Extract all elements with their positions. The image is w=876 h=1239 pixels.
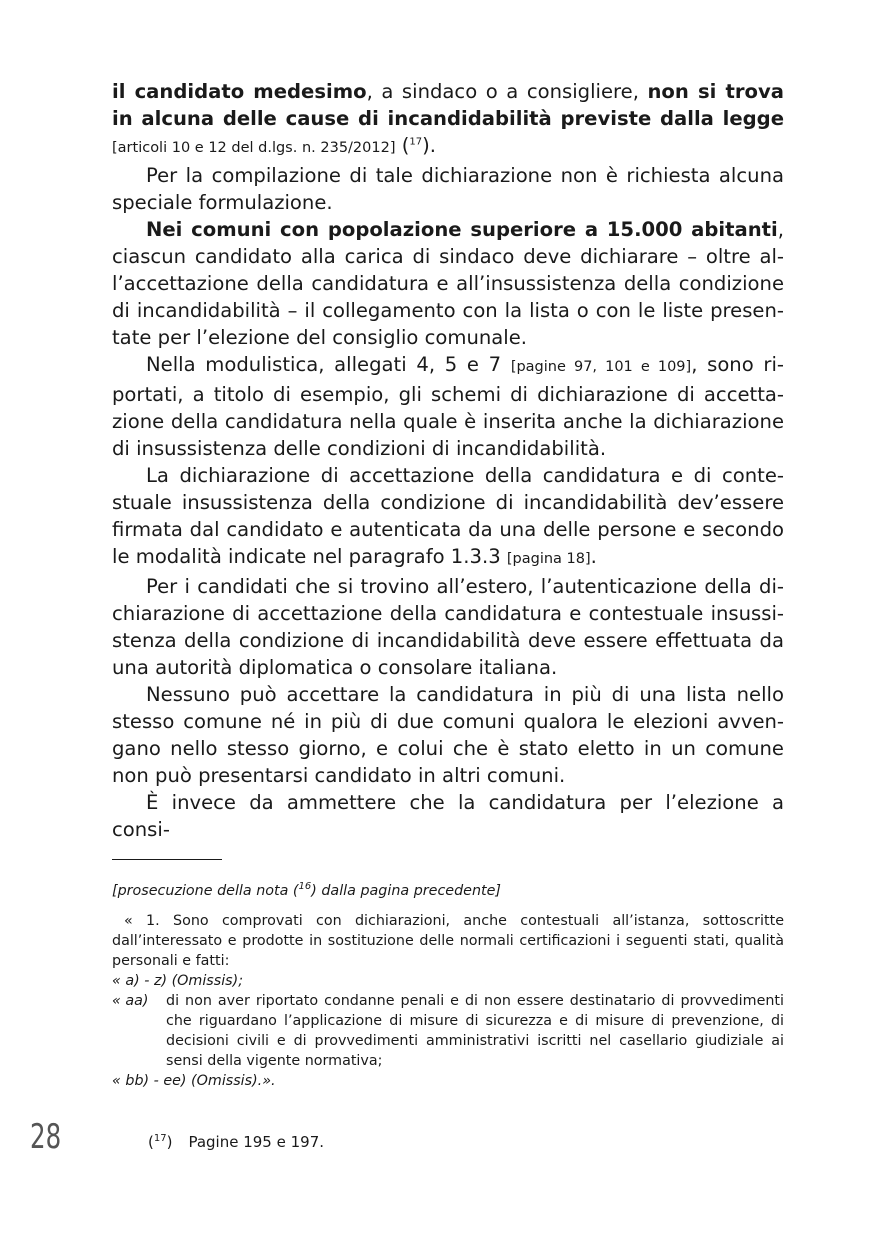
bold-phrase: non si trova in alcuna delle cause di incandidabilità previste dalla legge bbox=[112, 80, 784, 130]
main-text bbox=[112, 78, 784, 843]
bold-phrase: il candidato medesimo bbox=[112, 80, 367, 103]
text-span: ) dalla pagina precedente] bbox=[311, 883, 502, 899]
paragraph-multiple-lists: Nessuno può accettare la candidatura in più di una lista nello stesso comune né in più di due comuni qualora le elezioni avvengano nello stesso giorno, e colui che è stato eletto in un comune non può presentarsi candidato in altri comuni. bbox=[112, 683, 784, 787]
paragraph-abroad: Per i candidati che si trovino all’estero, l’autenticazione della dichiarazione di accettazione della candidatura e contestuale insussistenza della condizione di incandidabilità deve essere effettuata da una autorità diplomatica o consolare italiana. bbox=[112, 575, 784, 679]
paragraph-signature bbox=[112, 462, 784, 573]
footnote-number: 17 bbox=[153, 1133, 167, 1144]
footnote-continuation bbox=[112, 881, 784, 901]
paragraph-forms bbox=[112, 351, 784, 462]
bold-phrase: Nei comuni con popolazione superiore a 15.000 abitanti bbox=[146, 218, 778, 241]
footnote-text: Pagine 195 e 197. bbox=[188, 1133, 325, 1151]
text-span: , a sindaco o a consigliere, bbox=[366, 80, 648, 103]
text-span: La dichiarazione di accettazione della candidatura e di contestuale insussistenza della condizione di incandidabilità dev’essere firmata dal candidato e autenticata da una delle persone e secondo le modalità indicate nel paragrafo 1.3.3 bbox=[112, 464, 784, 568]
footnote-ref-17: 17 bbox=[409, 136, 423, 148]
footnote-quote: « 1. Sono comprovati con dichiarazioni, anche contestuali all’istanza, sottoscritte dall’interessato e prodotte in sostituzione delle normali certificazioni i seguenti stati, qualità personali e fatti: bbox=[112, 913, 784, 969]
item-label: « aa) bbox=[112, 993, 149, 1009]
text-span: , ciascun candidato alla carica di sindaco deve dichiarare – oltre all’accettazione della candidatura e all’insussistenza della condizione di incandidabilità – il collegamento con la lista o con le liste presentate per l’elezione del consiglio comunale. bbox=[112, 218, 784, 349]
footnote-number-close: ) bbox=[166, 1133, 173, 1151]
text-span: Nella modulistica, allegati 4, 5 e 7 bbox=[146, 353, 511, 376]
footnote-17 bbox=[148, 1132, 324, 1152]
text-span: . bbox=[590, 545, 597, 568]
law-reference: [articoli 10 e 12 del d.lgs. n. 235/2012] bbox=[112, 140, 396, 156]
footnote-item-aa bbox=[112, 991, 784, 1071]
item-text: di non aver riportato condanne penali e di non essere destinatario di provvedimenti che riguardano l’applicazione di misure di sicurezza e di misure di prevenzione, di decisioni civili e di provvedimenti amministrativi iscritti nel casellario giudiziale ai sensi della vigente normativa; bbox=[166, 993, 784, 1069]
paragraph-large-municipalities bbox=[112, 216, 784, 351]
page-number: 28 bbox=[30, 1117, 62, 1157]
paragraph-formulation: Per la compilazione di tale dichiarazione non è richiesta alcuna speciale formulazione. bbox=[112, 164, 784, 214]
paragraph-continues: È invece da ammettere che la candidatura per l’elezione a consi- bbox=[112, 791, 784, 841]
text-span: , sono riportati, a titolo di esempio, gli schemi di dichiarazione di accettazione della candidatura nella quale è inserita anche la dichiarazione di insussistenza delle condizioni di incandidabilità. bbox=[112, 353, 784, 460]
footnotes bbox=[112, 881, 784, 1091]
text-span: ( bbox=[395, 134, 410, 157]
text-span: [prosecuzione della nota ( bbox=[112, 883, 299, 899]
page-reference: [pagina 18] bbox=[506, 551, 591, 567]
footnote-item-az: « a) - z) (Omissis); bbox=[112, 973, 244, 989]
footnote-number-open: ( bbox=[148, 1133, 154, 1151]
footnote-separator bbox=[112, 859, 222, 860]
page-reference: [pagine 97, 101 e 109] bbox=[510, 359, 692, 375]
footnote-ref-16: 16 bbox=[298, 881, 312, 893]
paragraph-candidate-declaration bbox=[112, 78, 784, 162]
text-span: ). bbox=[422, 134, 436, 157]
footnote-item-bb: « bb) - ee) (Omissis).». bbox=[112, 1073, 276, 1089]
